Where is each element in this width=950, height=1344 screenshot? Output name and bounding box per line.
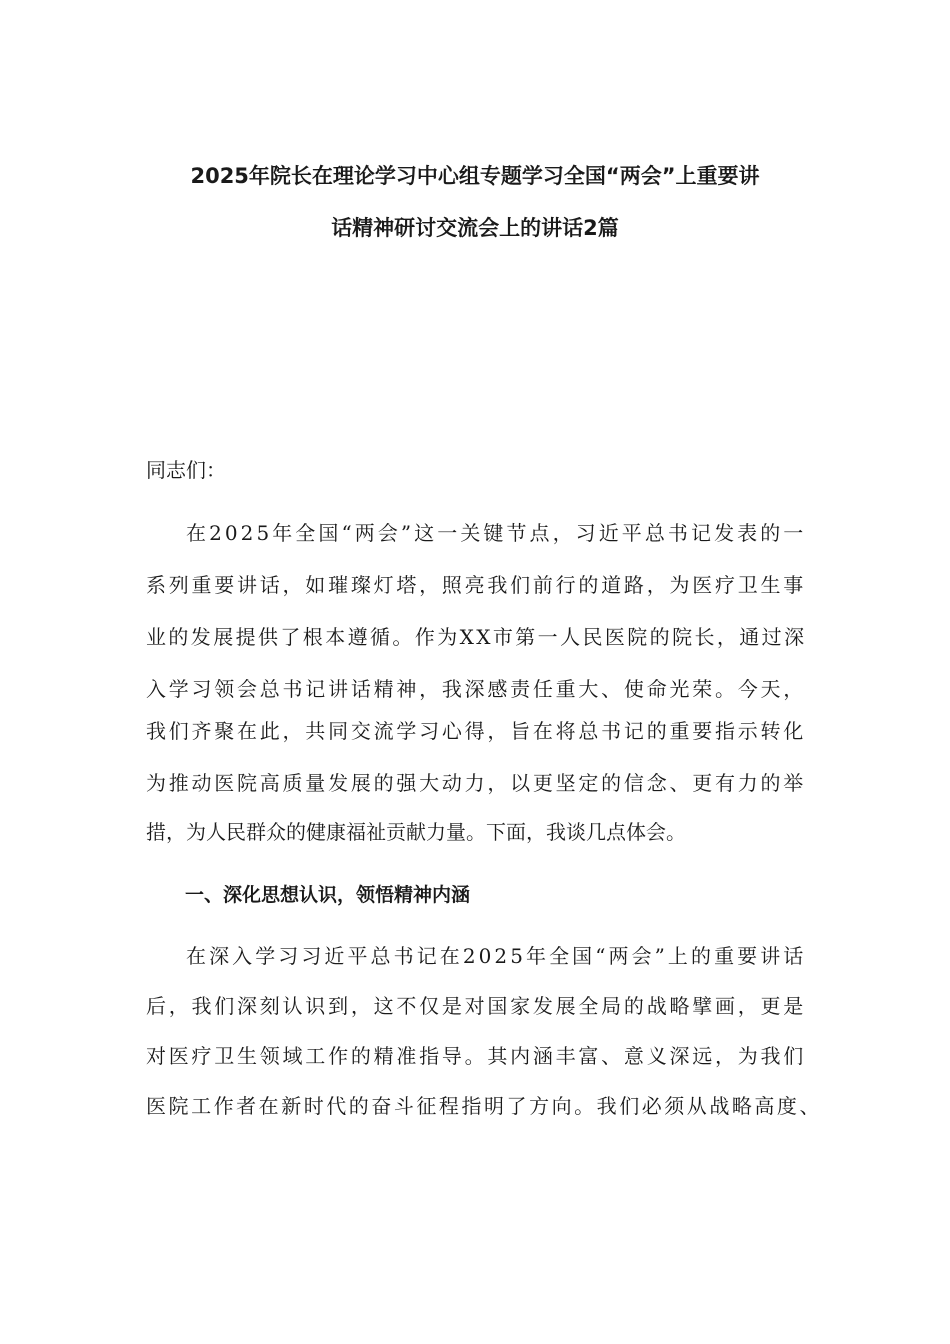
document-title-line-2: 话精神研讨交流会上的讲话2篇: [331, 216, 619, 240]
paragraph-2-line-1: 在深入学习习近平总书记在2025年全国“两会”上的重要讲话: [186, 944, 807, 968]
paragraph-1-line-1: 在2025年全国“两会”这一关键节点，习近平总书记发表的一: [186, 521, 807, 545]
section-1-heading: 一、深化思想认识，领悟精神内涵: [185, 884, 471, 906]
paragraph-2-line-4: 医院工作者在新时代的奋斗征程指明了方向。我们必须从战略高度、: [146, 1094, 822, 1118]
paragraph-2-line-2: 后，我们深刻认识到，这不仅是对国家发展全局的战略擘画，更是: [146, 994, 806, 1018]
paragraph-1-line-2: 系列重要讲话，如璀璨灯塔，照亮我们前行的道路，为医疗卫生事: [146, 573, 806, 597]
paragraph-1-line-3: 业的发展提供了根本遵循。作为XX市第一人民医院的院长，通过深: [146, 625, 807, 649]
paragraph-2-line-3: 对医疗卫生领域工作的精准指导。其内涵丰富、意义深远，为我们: [146, 1044, 806, 1068]
paragraph-1-line-5: 我们齐聚在此，共同交流学习心得，旨在将总书记的重要指示转化: [146, 719, 806, 743]
salutation: 同志们：: [146, 458, 226, 482]
document-title-line-1: 2025年院长在理论学习中心组专题学习全国“两会”上重要讲: [190, 164, 760, 188]
paragraph-1-line-7: 措，为人民群众的健康福祉贡献力量。下面，我谈几点体会。: [146, 820, 686, 844]
paragraph-1-line-4: 入学习领会总书记讲话精神，我深感责任重大、使命光荣。今天，: [146, 677, 806, 701]
paragraph-1-line-6: 为推动医院高质量发展的强大动力，以更坚定的信念、更有力的举: [146, 771, 806, 795]
